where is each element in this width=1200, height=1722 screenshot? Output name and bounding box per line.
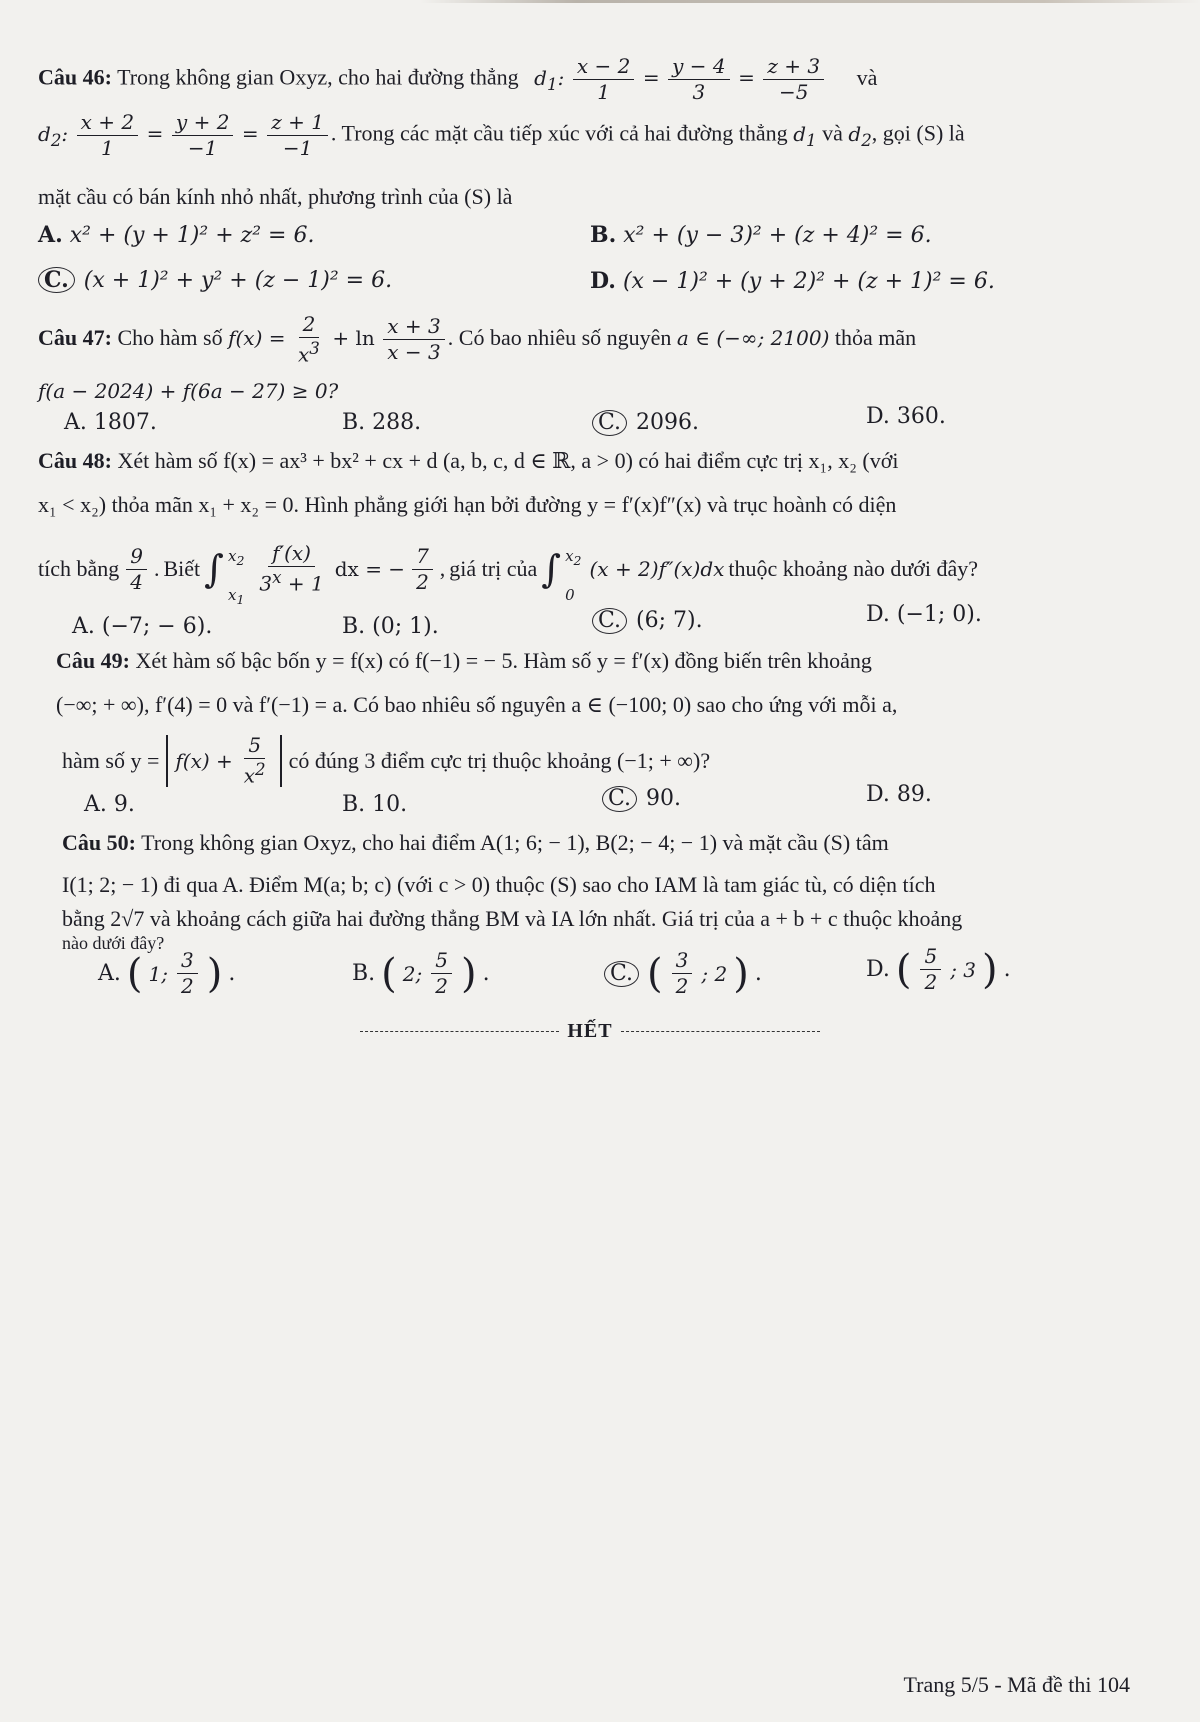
- q49-line2: (−∞; + ∞), f′(4) = 0 và f′(−1) = a. Có bao nhiêu số nguyên a ∈ (−100; 0) sao cho ứng với mỗi a,: [56, 692, 898, 717]
- q50-d-frac: $\frac{5}{2}$: [920, 946, 941, 993]
- answer-circle: C.: [602, 786, 637, 812]
- d2-frac-x: $\frac{x + 2}{1}$: [77, 112, 138, 159]
- q48-option-d[interactable]: [866, 598, 982, 632]
- q50-option-b-key: B.: [352, 960, 376, 986]
- q48-line1-text: Xét hàm số f(x) = ax³ + bx² + cx + d (a, b, c, d ∈ ℝ, a > 0) có hai điểm cực trị x₁, x₂ (với: [117, 448, 899, 473]
- q48-value-of: giá trị của: [449, 556, 538, 581]
- q49-option-d-key: D.: [866, 782, 890, 807]
- q49-option-a[interactable]: [84, 788, 135, 822]
- q49-line1: [56, 644, 1141, 678]
- answer-circle: C.: [592, 410, 627, 436]
- q46-line3: mặt cầu có bán kính nhỏ nhất, phương trình của (S) là: [38, 184, 513, 209]
- q47-end: thỏa mãn: [834, 324, 917, 350]
- q49-line3: hàm số y = f(x) + $\frac{5}{x^2}$ có đúng 3 điểm cực trị thuộc khoảng (−1; + ∞)?: [62, 733, 711, 788]
- q47-option-c[interactable]: [592, 406, 699, 440]
- q49-line3-text: có đúng 3 điểm cực trị thuộc khoảng (−1; + ∞)?: [288, 748, 711, 773]
- q46-option-a[interactable]: A. x² + (y + 1)² + z² = 6.: [38, 222, 315, 248]
- integral-sign: ∫: [204, 547, 224, 591]
- q48-line2: x₁ < x₂) thỏa mãn x₁ + x₂ = 0. Hình phẳng giới hạn bởi đường y = f′(x)f″(x) và trục hoành có diện: [38, 492, 897, 517]
- q48-option-d-text: (−1; 0).: [896, 602, 982, 627]
- q48-frac-7-2: $\frac{7}{2}$: [412, 546, 433, 593]
- q49-label: Câu 49:: [56, 648, 130, 673]
- q48-frac-9-4: $\frac{9}{4}$: [126, 546, 147, 593]
- q49-y-eq: hàm số y =: [62, 748, 160, 773]
- answer-circle: C.: [592, 608, 627, 634]
- q50-line4: nào dưới đây?: [62, 933, 165, 953]
- q47-label: Câu 47:: [38, 324, 112, 350]
- d1-frac-x: $\frac{x - 2}{1}$: [573, 56, 634, 103]
- q48-option-b-key: B.: [342, 614, 366, 639]
- q50-option-d[interactable]: D. ( $\frac{5}{2}$ ; 3 ) .: [866, 944, 1011, 994]
- q46-option-d[interactable]: D. (x − 1)² + (y + 2)² + (z + 1)² = 6.: [590, 268, 995, 294]
- q50-line1-text: Trong không gian Oxyz, cho hai điểm A(1; 6; − 1), B(2; − 4; − 1) và mặt cầu (S) tâm: [141, 830, 889, 855]
- q46-option-c-text: (x + 1)² + y² + (z − 1)² = 6.: [83, 268, 393, 293]
- q46-intro: Trong không gian Oxyz, cho hai đường thẳng: [117, 64, 519, 90]
- q46-label: Câu 46:: [38, 64, 112, 90]
- q48-option-c[interactable]: [592, 604, 703, 638]
- q49-option-b[interactable]: [342, 788, 407, 822]
- q48-label: Câu 48:: [38, 448, 112, 473]
- q50-b-frac: $\frac{5}{2}$: [431, 950, 452, 997]
- q47-line2: f(a − 2024) + f(6a − 27) ≥ 0?: [38, 379, 339, 403]
- q49-option-b-key: B.: [342, 792, 366, 817]
- q49-option-b-text: 10.: [372, 792, 408, 817]
- q48-integrand-frac: $\frac{f'(x)}{3^x + 1}$: [259, 541, 324, 596]
- q48-line3: tích bằng $\frac{9}{4}$ . Biết ∫ $x_2$ $x_1$ $\frac{f'(x)}{3^x + 1}$ dx = − $\frac{7}{2}$ , giá trị của ∫ $x_2$ 0 (x + 2)f″(x)dx thuộc khoảng nào dưới đây?: [38, 534, 1123, 604]
- d1-frac-z: $\frac{z + 3}{-5}$: [763, 56, 824, 103]
- q46-option-d-text: (x − 1)² + (y + 2)² + (z + 1)² = 6.: [622, 269, 995, 294]
- q46-option-a-text: x² + (y + 1)² + z² = 6.: [69, 223, 315, 248]
- answer-circle: C.: [604, 961, 639, 987]
- q48-option-c-text: (6; 7).: [636, 608, 703, 633]
- integral-sign: ∫: [541, 547, 562, 591]
- q50-line3: bằng 2√7 và khoảng cách giữa hai đường thẳng BM và IA lớn nhất. Giá trị của a + b + c thuộc khoảng: [62, 906, 963, 931]
- d2-frac-z: $\frac{z + 1}{-1}$: [267, 112, 328, 159]
- end-text: HẾT: [567, 1019, 613, 1042]
- q48-which-interval: thuộc khoảng nào dưới đây?: [728, 556, 979, 581]
- dash-left: [360, 1031, 559, 1032]
- q49-option-d[interactable]: [866, 778, 932, 812]
- q47-option-d-text: 360.: [896, 404, 946, 429]
- q47-option-b-key: B.: [342, 410, 366, 435]
- q47-option-a[interactable]: [64, 406, 157, 440]
- q47-mid: Có bao nhiêu số nguyên: [458, 324, 672, 350]
- q46-line1: Câu 46: Trong không gian Oxyz, cho hai đường thẳng $d_1$: $\frac{x - 2}{1}$ = $\frac{y - 4}{3}$ = $\frac{z + 3}{-5}$ và: [38, 54, 878, 104]
- q48-option-d-key: D.: [866, 602, 890, 627]
- q47-intro: Cho hàm số: [117, 324, 223, 350]
- q50-line2: I(1; 2; − 1) đi qua A. Điểm M(a; b; c) (với c > 0) thuộc (S) sao cho IAM là tam giác tù, có diện tích: [62, 872, 936, 897]
- page-footer: Trang 5/5 - Mã đề thi 104: [903, 1672, 1130, 1697]
- q47-option-d[interactable]: [866, 400, 946, 434]
- q49-option-c[interactable]: [602, 782, 681, 816]
- q47-option-b[interactable]: [342, 406, 421, 440]
- d2-frac-y: $\frac{y + 2}{-1}$: [172, 112, 234, 159]
- q50-line1: [62, 826, 1147, 860]
- q50-c-frac: $\frac{3}{2}$: [672, 950, 693, 997]
- q50-option-c[interactable]: C. ( $\frac{3}{2}$ ; 2 ) .: [604, 950, 762, 997]
- q50-a-frac: $\frac{3}{2}$: [177, 950, 198, 997]
- q48-option-a-text: (−7; − 6).: [101, 614, 213, 639]
- q47-option-a-text: 1807.: [93, 410, 157, 435]
- q46-option-b-text: x² + (y − 3)² + (z + 4)² = 6.: [623, 223, 932, 248]
- q48-line1: [38, 444, 1123, 478]
- q47-cond: a ∈ (−∞; 2100): [676, 325, 830, 350]
- q47-option-d-key: D.: [866, 404, 890, 429]
- q48-option-a[interactable]: [72, 610, 212, 644]
- q47-frac-ln: $\frac{x + 3}{x - 3}$: [383, 316, 444, 363]
- q47-frac-2-x3: $\frac{2}{x^3}$: [297, 312, 320, 367]
- q47-option-c-text: 2096.: [636, 410, 700, 435]
- q46-and-2: và: [822, 120, 843, 146]
- q46-line2-text: Trong các mặt cầu tiếp xúc với cả hai đường thẳng: [341, 120, 788, 146]
- q48-integral-limits-2: $x_2$ 0: [565, 547, 582, 604]
- q49-option-c-text: 90.: [646, 786, 682, 811]
- end-marker: [360, 1016, 820, 1046]
- q48-area-text: tích bằng: [38, 556, 120, 581]
- d1-frac-y: $\frac{y - 4}{3}$: [668, 56, 730, 103]
- q46-option-c[interactable]: [38, 264, 392, 298]
- q49-option-a-key: A.: [84, 792, 107, 817]
- q48-option-b[interactable]: [342, 610, 439, 644]
- q50-option-a-key: A.: [98, 960, 121, 986]
- q46-goi: gọi (S) là: [882, 120, 965, 146]
- q46-and: và: [856, 64, 878, 90]
- q50-option-a[interactable]: A. ( 1; $\frac{3}{2}$ ) .: [98, 948, 236, 998]
- q46-option-b[interactable]: B. x² + (y − 3)² + (z + 4)² = 6.: [590, 222, 932, 248]
- q50-option-d-key: D.: [866, 956, 890, 982]
- q50-label: Câu 50:: [62, 830, 136, 855]
- abs-bar-left: [166, 735, 168, 787]
- dash-right: [621, 1031, 820, 1032]
- q50-option-b[interactable]: B. ( 2; $\frac{5}{2}$ ) .: [352, 948, 490, 998]
- q47-option-b-text: 288.: [372, 410, 422, 435]
- q48-biet: Biết: [163, 556, 201, 581]
- q49-frac-5-x2: $\frac{5}{x^2}$: [243, 733, 266, 788]
- q48-option-b-text: (0; 1).: [372, 614, 439, 639]
- q48-integral-limits-1: $x_2$ $x_1$: [227, 547, 245, 607]
- answer-circle: C.: [38, 267, 75, 293]
- q49-option-a-text: 9.: [113, 792, 135, 817]
- q49-option-d-text: 89.: [896, 782, 932, 807]
- q46-line2: $d_2$: $\frac{x + 2}{1}$ = $\frac{y + 2}{-1}$ = $\frac{z + 1}{-1}$ . Trong các mặt cầu tiếp xúc với cả hai đường thẳng $d_1$ và $d_2$, gọi (S) là: [38, 110, 965, 160]
- q47-option-a-key: A.: [64, 410, 87, 435]
- q47-line1: Câu 47: Cho hàm số f(x) = $\frac{2}{x^3}$ + ln $\frac{x + 3}{x - 3}$ . Có bao nhiêu số nguyên a ∈ (−∞; 2100) thỏa mãn: [38, 312, 917, 367]
- abs-bar-right: [280, 735, 282, 787]
- q49-line1-text: Xét hàm số bậc bốn y = f(x) có f(−1) = − 5. Hàm số y = f′(x) đồng biến trên khoảng: [135, 648, 872, 673]
- q48-option-a-key: A.: [72, 614, 95, 639]
